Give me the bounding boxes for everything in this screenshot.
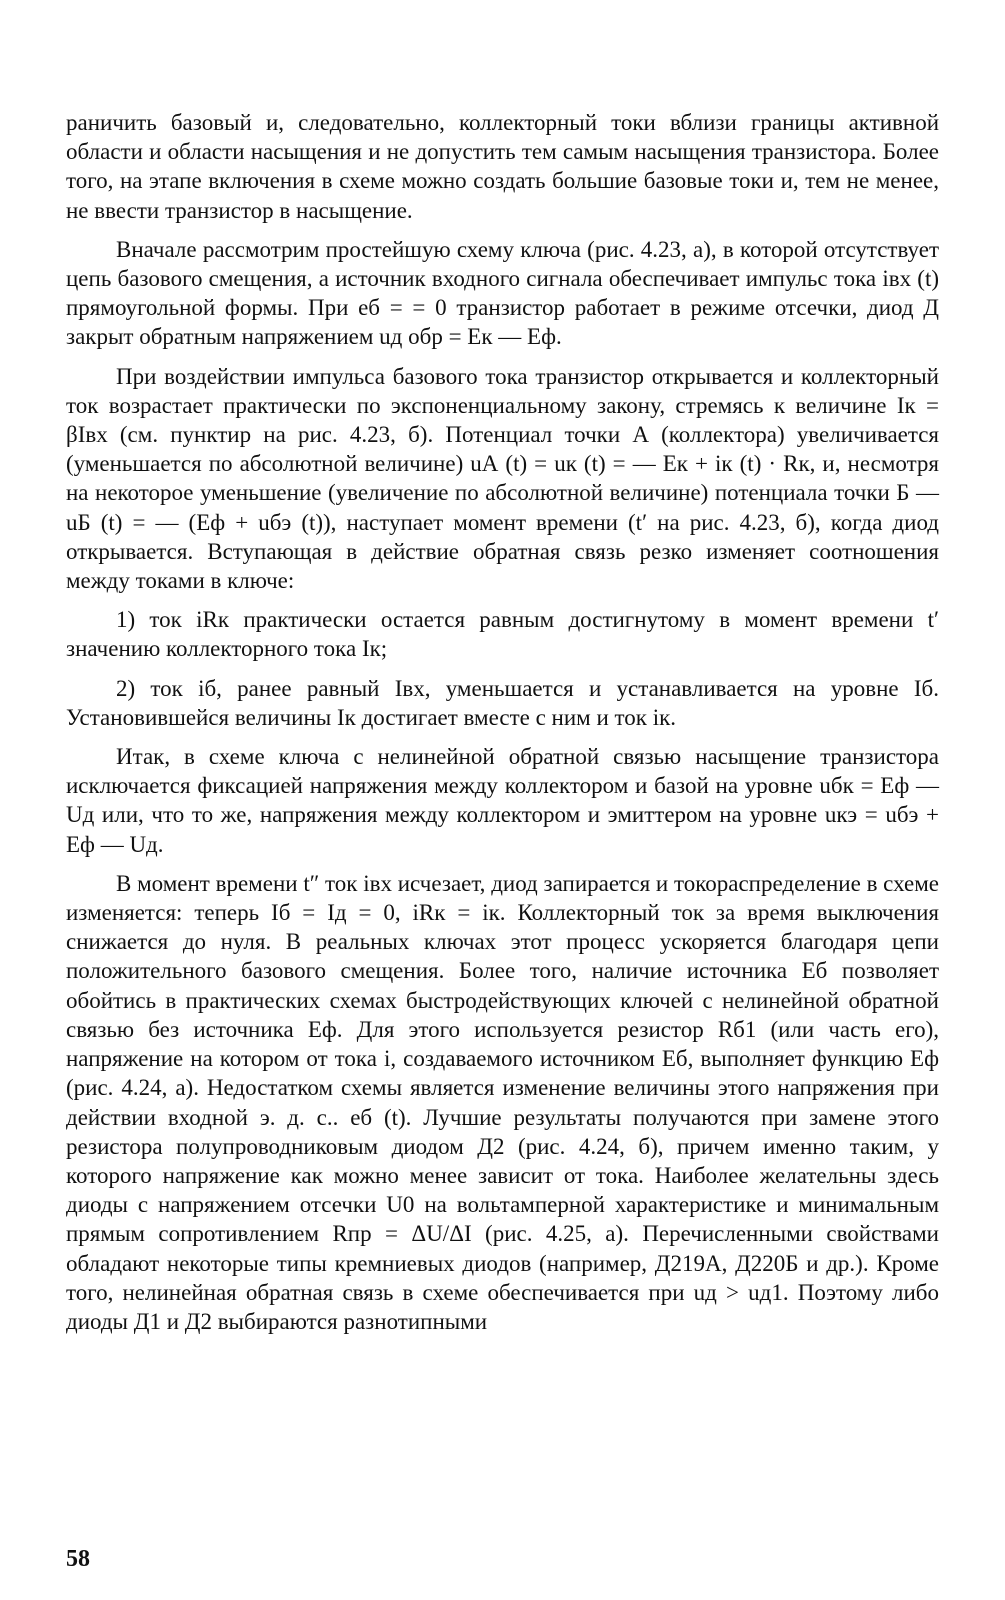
page-number: 58 (66, 1546, 90, 1572)
body-text (66, 108, 939, 1336)
list-item-1: 1) ток iRк практически остается равным достигнутому в момент времени t′ значению коллекторного тока Iк; (66, 607, 939, 662)
paragraph-4: Итак, в схеме ключа с нелинейной обратной связью насыщение транзистора исключается фиксацией напряжения между коллектором и базой на уровне uбк = Eф — Uд или, что то же, напряжения между коллектором и эмиттером на уровне uкэ = uбэ + Eф — Uд. (66, 744, 939, 857)
paragraph-1: раничить базовый и, следовательно, коллекторный токи вблизи границы активной области и области насыщения и не допустить тем самым насыщения транзистора. Более того, на этапе включения в схеме можно создать большие базовые токи и, тем не менее, не ввести транзистор в насыщение. (66, 110, 939, 223)
paragraph-2: Вначале рассмотрим простейшую схему ключа (рис. 4.23, а), в которой отсутствует цепь базового смещения, а источник входного сигнала обеспечивает импульс тока iвх (t) прямоугольной формы. При eб = = 0 транзистор работает в режиме отсечки, диод Д закрыт обратным напряжением uд обр = Eк — Eф. (66, 236, 939, 350)
list-item-2: 2) ток iб, ранее равный Iвх, уменьшается и устанавливается на уровне Iб. Установившейся величины Iк достигает вместе с ним и ток iк. (66, 675, 939, 730)
paragraph-5: В момент времени t″ ток iвх исчезает, диод запирается и токораспределение в схеме изменяется: теперь Iб = Iд = 0, iRк = iк. Коллекторный ток за время выключения снижается до нуля. В реальных ключах этот процесс ускоряется благодаря цепи положительного базового смещения. Более того, наличие источника Eб позволяет обойтись в практических схемах быстродействующих ключей с нелинейной обратной связью без источника Eф. Для этого используется резистор Rб1 (или часть его), напряжение на котором от тока i, создаваемого источником Eб, выполняет функцию Eф (рис. 4.24, а). Недостатком схемы является изменение величины этого напряжения при действии входной э. д. с.. eб (t). Лучшие результаты получаются при замене этого резистора полупроводниковым диодом Д2 (рис. 4.24, б), причем именно таким, у которого напряжение как можно менее зависит от тока. Наиболее желательны здесь диоды с напряжением отсечки U0 на вольтамперной характеристике и минимальным прямым сопротивлением Rпр = ΔU/ΔI (рис. 4.25, а). Перечисленными свойствами обладают некоторые типы кремниевых диодов (например, Д219А, Д220Б и др.). Кроме того, нелинейная обратная связь в схеме обеспечивается при uд > uд1. Поэтому либо диоды Д1 и Д2 выбираются разнотипными (66, 870, 939, 1334)
paragraph-3: При воздействии импульса базового тока транзистор открывается и коллекторный ток возрастает практически по экспоненциальному закону, стремясь к величине Iк = βIвх (см. пунктир на рис. 4.23, б). Потенциал точки А (коллектора) увеличивается (уменьшается по абсолютной величине) uА (t) = uк (t) = — Eк + iк (t) · Rк, и, несмотря на некоторое уменьшение (увеличение по абсолютной величине) потенциала точки Б — uБ (t) = — (Eф + uбэ (t)), наступает момент времени (t′ на рис. 4.23, б), когда диод открывается. Вступающая в действие обратная связь резко изменяет соотношения между токами в ключе: (66, 363, 939, 594)
